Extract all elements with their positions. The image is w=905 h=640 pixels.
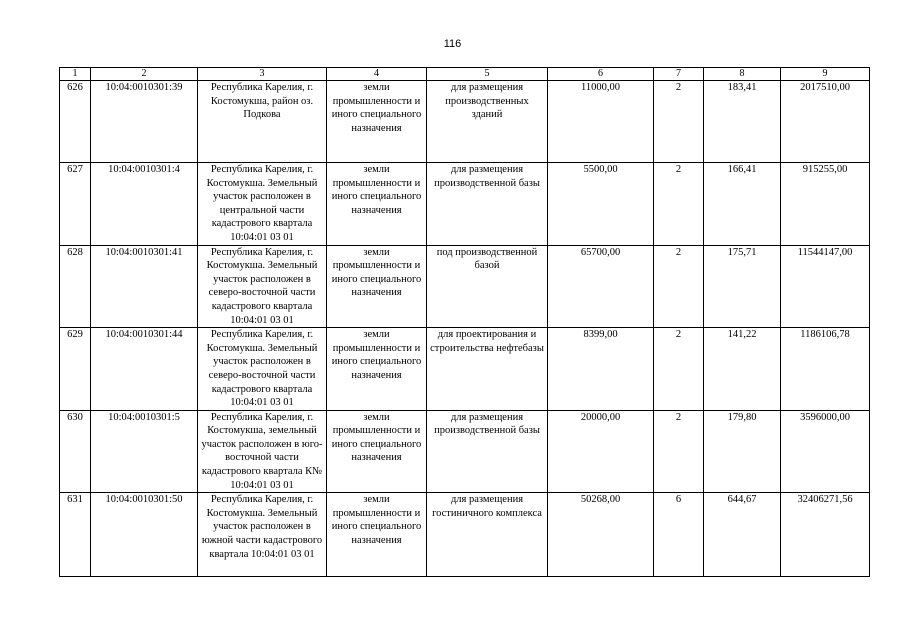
header-cell-rate: 7 <box>654 68 704 81</box>
header-cell-address: 3 <box>198 68 327 81</box>
cell-address: Республика Карелия, г. Костомукша. Земельный участок расположен в центральной части кадастрового квартала 10:04:01 03 01 <box>198 163 327 246</box>
cell-area: 8399,00 <box>548 328 654 411</box>
cell-rate: 2 <box>654 81 704 163</box>
header-cell-permitted-use: 5 <box>427 68 548 81</box>
cell-address: Республика Карелия, г. Костомукша. Земельный участок расположен в северо-восточной части кадастрового квартала 10:04:01 03 01 <box>198 245 327 328</box>
cell-cadastral-value: 915255,00 <box>781 163 870 246</box>
cell-permitted-use: для проектирования и строительства нефтебазы <box>427 328 548 411</box>
cell-cadastral-number: 10:04:0010301:50 <box>91 493 198 577</box>
cell-area: 20000,00 <box>548 410 654 493</box>
cell-specific-value: 141,22 <box>704 328 781 411</box>
cell-cadastral-value: 32406271,56 <box>781 493 870 577</box>
cell-cadastral-value: 2017510,00 <box>781 81 870 163</box>
header-cell-cadastral-value: 9 <box>781 68 870 81</box>
cell-rate: 2 <box>654 328 704 411</box>
cell-area: 11000,00 <box>548 81 654 163</box>
cell-cadastral-number: 10:04:0010301:4 <box>91 163 198 246</box>
table-body <box>60 81 870 577</box>
cell-rate: 2 <box>654 163 704 246</box>
cell-rate: 2 <box>654 410 704 493</box>
table-row <box>60 410 870 493</box>
page-number: 116 <box>443 38 462 50</box>
header-row <box>60 68 870 81</box>
table-row <box>60 163 870 246</box>
table-row <box>60 493 870 577</box>
cell-land-category: земли промышленности и иного специального назначения <box>327 163 427 246</box>
table-row <box>60 81 870 163</box>
header-cell-area: 6 <box>548 68 654 81</box>
cell-row-number: 630 <box>60 410 91 493</box>
cell-rate: 2 <box>654 245 704 328</box>
header-cell-land-category: 4 <box>327 68 427 81</box>
land-plot-table <box>59 67 870 577</box>
cell-row-number: 629 <box>60 328 91 411</box>
cell-permitted-use: для размещения производственной базы <box>427 410 548 493</box>
table-row <box>60 328 870 411</box>
cell-row-number: 627 <box>60 163 91 246</box>
cell-address: Республика Карелия, г. Костомукша, район оз. Подкова <box>198 81 327 163</box>
cell-cadastral-number: 10:04:0010301:41 <box>91 245 198 328</box>
header-cell-cadastral-number: 2 <box>91 68 198 81</box>
cell-permitted-use: под производственной базой <box>427 245 548 328</box>
cell-area: 65700,00 <box>548 245 654 328</box>
cell-address: Республика Карелия, г. Костомукша, земельный участок расположен в юго-восточной части кадастрового квартала К№ 10:04:01 03 01 <box>198 410 327 493</box>
cell-cadastral-number: 10:04:0010301:5 <box>91 410 198 493</box>
cell-land-category: земли промышленности и иного специального назначения <box>327 493 427 577</box>
cell-row-number: 628 <box>60 245 91 328</box>
cell-cadastral-value: 3596000,00 <box>781 410 870 493</box>
header-cell-row-number: 1 <box>60 68 91 81</box>
cell-area: 50268,00 <box>548 493 654 577</box>
cell-address: Республика Карелия, г. Костомукша. Земельный участок расположен в северо-восточной части кадастрового квартала 10:04:01 03 01 <box>198 328 327 411</box>
cell-cadastral-number: 10:04:0010301:44 <box>91 328 198 411</box>
cell-permitted-use: для размещения производственных зданий <box>427 81 548 163</box>
header-cell-specific-value: 8 <box>704 68 781 81</box>
cell-specific-value: 175,71 <box>704 245 781 328</box>
cell-cadastral-value: 11544147,00 <box>781 245 870 328</box>
cell-permitted-use: для размещения производственной базы <box>427 163 548 246</box>
cell-address: Республика Карелия, г. Костомукша. Земельный участок расположен в южной части кадастрового квартала 10:04:01 03 01 <box>198 493 327 577</box>
cell-row-number: 626 <box>60 81 91 163</box>
cell-rate: 6 <box>654 493 704 577</box>
cell-cadastral-value: 1186106,78 <box>781 328 870 411</box>
cell-permitted-use: для размещения гостиничного комплекса <box>427 493 548 577</box>
cell-specific-value: 644,67 <box>704 493 781 577</box>
cell-specific-value: 166,41 <box>704 163 781 246</box>
cell-row-number: 631 <box>60 493 91 577</box>
cell-specific-value: 183,41 <box>704 81 781 163</box>
cell-land-category: земли промышленности и иного специального назначения <box>327 245 427 328</box>
cell-land-category: земли промышленности и иного специального назначения <box>327 81 427 163</box>
table-row <box>60 245 870 328</box>
cell-specific-value: 179,80 <box>704 410 781 493</box>
cell-cadastral-number: 10:04:0010301:39 <box>91 81 198 163</box>
cell-land-category: земли промышленности и иного специального назначения <box>327 410 427 493</box>
cell-land-category: земли промышленности и иного специального назначения <box>327 328 427 411</box>
cell-area: 5500,00 <box>548 163 654 246</box>
